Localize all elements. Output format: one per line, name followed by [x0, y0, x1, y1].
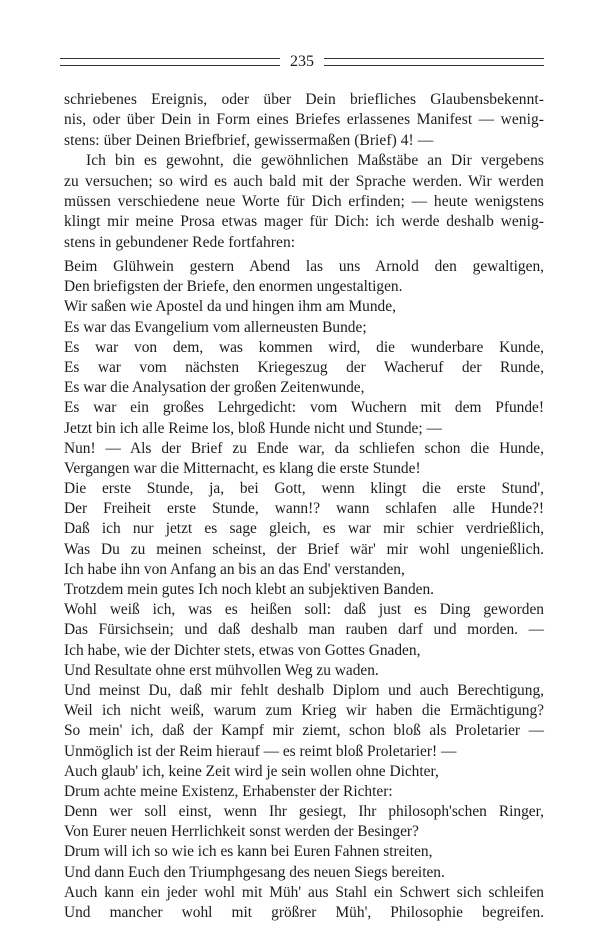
poem-line: Es war von dem, was kommen wird, die wunderbare Kunde,: [64, 338, 544, 356]
poem-line: Wir saßen wie Apostel da und hingen ihm am Munde,: [64, 298, 396, 316]
poem-verses: [64, 257, 544, 923]
poem-line: Daß ich nur jetzt es sage gleich, es war mir schier verdrießlich,: [64, 520, 544, 538]
prose-line: zu versuchen; so wird es auch bald mit der Sprache werden. Wir werden: [64, 172, 544, 190]
prose-line: klingt mir meine Prosa etwas mager für Dich: ich werde deshalb wenig-: [64, 213, 544, 231]
prose-line: schriebenes Ereignis, oder über Dein briefliches Glaubensbekennt-: [64, 91, 544, 108]
poem-line: Beim Glühwein gestern Abend las uns Arnold den gewaltigen,: [64, 258, 544, 275]
poem-line: Wohl weiß ich, was es heißen soll: daß just es Ding geworden: [64, 601, 544, 619]
header-rule-right: [324, 58, 544, 66]
poem-line: Drum will ich so wie ich es kann bei Euren Fahnen streiten,: [64, 843, 433, 861]
poem-line: Die erste Stunde, ja, bei Gott, wenn klingt die erste Stund',: [64, 480, 544, 498]
poem-line: Auch glaub' ich, keine Zeit wird je sein wollen ohne Dichter,: [64, 762, 439, 780]
poem-line: Weil ich nicht weiß, warum zum Krieg wir haben die Ermächtigung?: [64, 702, 544, 720]
poem-line: Ich habe, wie der Dichter stets, etwas von Gottes Gnaden,: [64, 641, 421, 659]
poem-line: Es war das Evangelium vom allerneusten Bunde;: [64, 318, 367, 336]
header-rule-left: [60, 58, 280, 66]
poem-line: Vergangen war die Mitternacht, es klang die erste Stunde!: [64, 459, 421, 477]
poem-line: Drum achte meine Existenz, Erhabenster der Richter:: [64, 782, 393, 800]
poem-line: Jetzt bin ich alle Reime los, bloß Hunde nicht und Stunde; —: [64, 419, 442, 437]
prose-line: nis, oder über Dein in Form eines Briefes erlassenes Manifest — wenig-: [64, 111, 544, 129]
poem-line: Der Freiheit erste Stunde, wann!? wann schlafen alle Hunde?!: [64, 500, 544, 518]
poem-line: Ich habe ihn von Anfang an bis an das End' verstanden,: [64, 560, 405, 578]
poem-line: Unmöglich ist der Reim hierauf — es reimt bloß Proletarier! —: [64, 742, 457, 760]
prose-line: Ich bin es gewohnt, die gewöhnlichen Maßstäbe an Dir vergebens: [86, 152, 544, 170]
poem-line: Auch kann ein jeder wohl mit Müh' aus Stahl ein Schwert sich schleifen: [64, 883, 544, 901]
poem-line: Es war vom nächsten Kriegeszug der Wacheruf der Runde,: [64, 358, 544, 376]
prose-line: stens: über Deinen Briefbrief, gewissermaßen (Brief) 4! —: [64, 131, 434, 149]
poem-line: Den briefigsten der Briefe, den enormen ungestaltigen.: [64, 278, 403, 296]
prose-line: stens in gebundener Rede fortfahren:: [64, 233, 296, 251]
prose-line: müssen verschiedene neue Worte für Dich erfinden; — heute wenigstens: [64, 192, 544, 210]
poem-line: Und dann Euch den Triumphgesang des neuen Siegs bereiten.: [64, 863, 445, 881]
poem-line: Und Resultate ohne erst mühvollen Weg zu waden.: [64, 661, 379, 679]
poem-line: Und meinst Du, daß mir fehlt deshalb Diplom und auch Berechtigung,: [64, 681, 544, 699]
poem-line: Und mancher wohl mit größrer Müh', Philosophie begreifen.: [64, 904, 544, 921]
prose-paragraphs: [64, 90, 544, 253]
poem-line: Trotzdem mein gutes Ich noch klebt an subjektiven Banden.: [64, 581, 435, 598]
poem-line: Es war die Analysation der großen Zeitenwunde,: [64, 379, 365, 397]
poem-line: Das Fürsichsein; und daß deshalb man rauben darf und morden. —: [64, 621, 544, 639]
poem-line: Denn wer soll einst, wenn Ihr gesiegt, Ihr philosoph'schen Ringer,: [64, 803, 544, 821]
poem-line: Es war ein großes Lehrgedicht: vom Wuchern mit dem Pfunde!: [64, 399, 544, 417]
poem-line: Nun! — Als der Brief zu Ende war, da schliefen schon die Hunde,: [64, 439, 544, 457]
page-number: 235: [290, 53, 314, 70]
poem-line: So mein' ich, daß der Kampf mir ziemt, schon bloß als Proletarier —: [64, 722, 544, 740]
poem-line: Von Eurer neuen Herrlichkeit sonst werden der Besinger?: [64, 823, 419, 841]
poem-line: Was Du zu meinen scheinst, der Brief wär' mir wohl ungenießlich.: [64, 540, 544, 558]
page-header: [60, 50, 544, 74]
